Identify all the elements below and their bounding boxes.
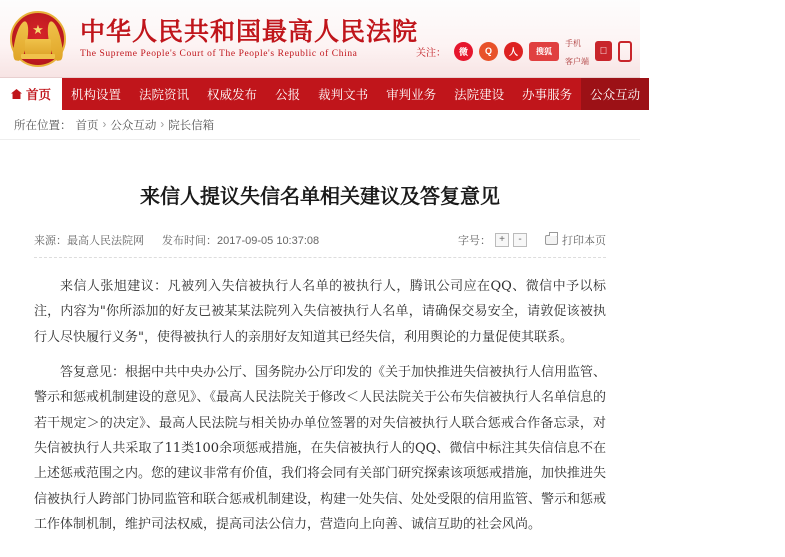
article-meta (34, 232, 606, 258)
nav-item-judgments[interactable]: 裁判文书 (318, 88, 369, 102)
printer-icon (545, 235, 558, 245)
weibo-icon[interactable]: 微 (454, 42, 473, 61)
font-size-control (458, 232, 527, 248)
nav-item-organization[interactable]: 机构设置 (71, 88, 122, 102)
main-navigation[interactable] (0, 78, 777, 110)
font-size-label: 字号： (458, 235, 491, 247)
nav-item-court-construction[interactable]: 法院建设 (454, 88, 505, 102)
article-source: 来源：最高人民法院网 (34, 235, 144, 247)
breadcrumb (0, 110, 640, 140)
page-title: 来信人提议失信名单相关建议及答复意见 (140, 184, 500, 208)
site-title-en: The Supreme People's Court of The People's Republic of China (80, 49, 358, 60)
print-label: 打印本页 (562, 235, 606, 247)
nav-item-about-us[interactable]: 关于我们 (726, 88, 777, 102)
article-paragraph: 答复意见：根据中共中央办公厅、国务院办公厅印发的《关于加快推进失信被执行人信用监管、警示和惩戒机制建设的意见》、《最高人民法院关于修改＜人民法院关于公布失信被执行人名单信息的若干规定＞的决定》、最高人民法院与相关协办单位签署的对失信被执行人联合惩戒合作备忘录，对失信被执行人共采取了11类100余项惩戒措施，在失信被执行人的QQ、微信中标注其失信信息不在上述惩戒范围之内。您的建议非常有价值，我们将会同有关部门研究探索该项惩戒措施，加快推进失信被执行人跨部门协同监管和联合惩戒机制建设，构建一处失信、处处受限的信用监管、警示和惩戒工作体制机制，维护司法权威，提高司法公信力，营造向上向善、诚信互助的社会风尚。 (34, 365, 607, 533)
article-publish-time: 发布时间：2017-09-05 10:37:08 (162, 235, 320, 247)
nav-item-authoritative-release[interactable]: 权威发布 (207, 88, 258, 102)
nav-item-gazette[interactable]: 公报 (275, 88, 301, 102)
nav-item-services[interactable]: 办事服务 (522, 88, 573, 102)
nav-item-home-label: 首页 (26, 88, 52, 102)
mobile-client-label: 手机 客户端 (565, 39, 589, 66)
qq-icon[interactable]: Q (479, 42, 498, 61)
site-title-cn: 中华人民共和国最高人民法院 (80, 16, 419, 46)
follow-label: 关注： (416, 47, 446, 59)
breadcrumb-separator-1: › (102, 118, 107, 131)
people-icon[interactable]: 人 (504, 42, 523, 61)
breadcrumb-prefix: 所在位置： (14, 119, 72, 132)
nav-item-home[interactable] (0, 78, 62, 110)
nav-item-public-interaction[interactable]: 公众互动 (581, 78, 649, 110)
breadcrumb-item-presidents-mailbox[interactable]: 院长信箱 (168, 119, 215, 132)
nav-item-trial-business[interactable]: 审判业务 (386, 88, 437, 102)
header-social-bar (416, 33, 632, 69)
android-app-icon[interactable] (618, 41, 632, 62)
sohu-icon[interactable]: 搜狐 (529, 42, 559, 61)
home-icon (11, 89, 22, 99)
breadcrumb-item-home[interactable]: 首页 (75, 119, 99, 132)
font-size-decrease-button[interactable]: - (513, 233, 527, 247)
apple-app-icon[interactable] (595, 41, 612, 61)
site-header (0, 0, 640, 78)
article-paragraph: 来信人张旭建议：凡被列入失信被执行人名单的被执行人，腾讯公司应在QQ、微信中予以标注，内容为"你所添加的好友已被某某法院列入失信被执行人名单，请确保交易安全，请敦促该被执行人尽快履行义务"，使得被执行人的亲朋好友知道其已经失信，利用舆论的力量促使其联系。 (34, 279, 606, 345)
article-body (34, 274, 606, 537)
breadcrumb-item-public-interaction[interactable]: 公众互动 (110, 119, 157, 132)
font-size-increase-button[interactable]: + (495, 233, 509, 247)
breadcrumb-separator-2: › (160, 118, 165, 131)
nav-item-news[interactable]: 法院资讯 (139, 88, 190, 102)
nav-item-circuit-court[interactable]: 巡回法庭 (658, 88, 709, 102)
print-button[interactable] (545, 232, 606, 248)
article-container (0, 140, 640, 557)
national-emblem-icon: ★ (10, 11, 66, 67)
